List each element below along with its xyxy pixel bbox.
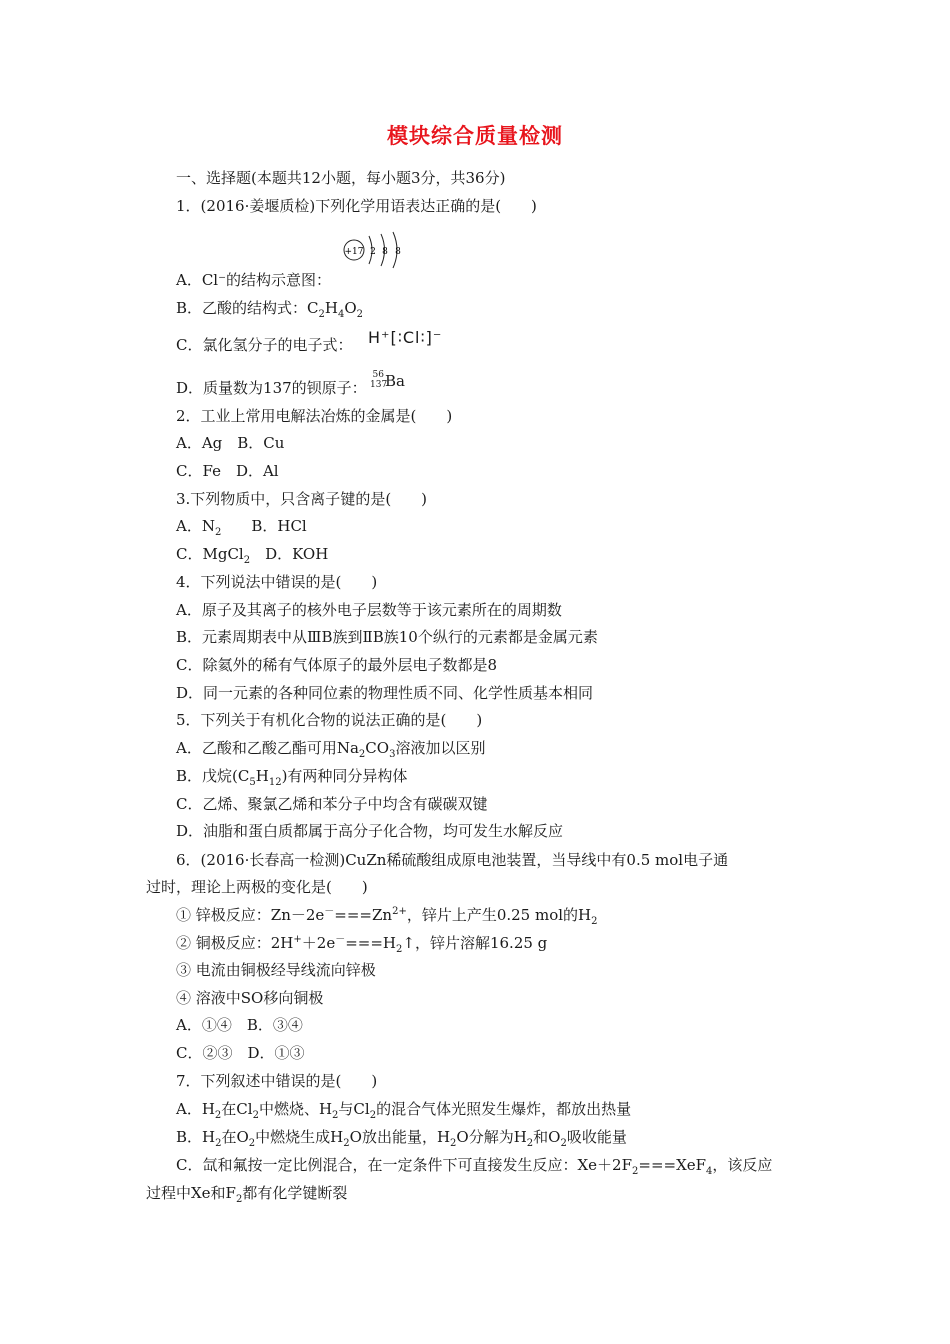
- q1-option-a: A．Cl⁻的结构示意图：: [176, 271, 332, 289]
- q6-options-cd: C．②③ D．①③: [176, 1044, 305, 1062]
- q2-options-ab: A．Ag B．Cu: [176, 434, 285, 452]
- q6-statement-2: ② 铜极反应：$2H^++2e^-===H_2↑$，锌片溶解16.25 g: [176, 934, 548, 955]
- q5-option-d: D．油脂和蛋白质都属于高分子化合物，均可发生水解反应: [176, 822, 564, 840]
- q3-stem: 3.下列物质中，只含离子键的是( ): [176, 490, 428, 508]
- q4-option-d: D．同一元素的各种同位素的物理性质不同、化学性质基本相同: [176, 684, 594, 702]
- chlorine-ion-structure-diagram: [342, 228, 412, 274]
- q3-options-cd: C．MgCl$_2$ D．KOH: [176, 545, 329, 566]
- q6-stem-line1: 6．(2016·长春高一检测)CuZn稀硫酸组成原电池装置，当导线中有0.5 mol电子通: [176, 851, 729, 869]
- q6-options-ab: A．①④ B．③④: [176, 1016, 303, 1034]
- atomic-number: 56: [372, 370, 384, 380]
- q6-statement-1: ① 锌极反应：$Zn-2e^-===Zn^{2+}$，锌片上产生0.25 mol的$H_2$: [176, 906, 598, 927]
- element-symbol: Ba: [385, 372, 405, 390]
- mass-number: 137: [370, 380, 388, 390]
- shell-2-count: 8: [382, 247, 388, 257]
- q2-stem: 2．工业上常用电解法冶炼的金属是( ): [176, 407, 453, 425]
- q7-option-c-line1: C．氙和氟按一定比例混合，在一定条件下可直接发生反应：$Xe+2F_2===XeF_4$，该反应: [176, 1156, 773, 1177]
- q2-options-cd: C．Fe D．Al: [176, 462, 279, 480]
- q4-option-b: B．元素周期表中从ⅢB族到ⅡB族10个纵行的元素都是金属元素: [176, 628, 598, 646]
- q5-option-b: B．戊烷$(C_5H_{12})$有两种同分异构体: [176, 767, 408, 788]
- q3-options-ab: A．$N_2$ B．HCl: [176, 517, 307, 538]
- q4-option-c: C．除氦外的稀有气体原子的最外层电子数都是8: [176, 656, 498, 674]
- q5-option-a: A．乙酸和乙酸乙酯可用$Na_2CO_3$溶液加以区别: [176, 739, 486, 760]
- q7-option-b: B．$H_2$在$O_2$中燃烧生成$H_2O$放出能量，$H_2O$分解为$H_2$和$O_2$吸收能量: [176, 1128, 627, 1149]
- q6-statement-3: ③ 电流由铜极经导线流向锌极: [176, 961, 376, 979]
- q7-stem: 7．下列叙述中错误的是( ): [176, 1072, 378, 1090]
- hcl-electron-formula: H⁺[∶Cl∶]⁻: [368, 328, 443, 347]
- q1-option-b: B．乙酸的结构式：$C_2H_4O_2$: [176, 299, 364, 320]
- q1-option-d: D．质量数为137的钡原子：: [176, 379, 367, 397]
- q1-stem: 1．(2016·姜堰质检)下列化学用语表达正确的是( ): [176, 197, 537, 215]
- q5-option-c: C．乙烯、聚氯乙烯和苯分子中均含有碳碳双键: [176, 795, 488, 813]
- section-heading: 一、选择题(本题共12小题，每小题3分，共36分): [176, 169, 506, 187]
- page-title: 模块综合质量检测: [387, 124, 563, 148]
- shell-1-count: 2: [370, 247, 376, 257]
- q5-stem: 5．下列关于有机化合物的说法正确的是( ): [176, 711, 483, 729]
- q6-statement-4: ④ 溶液中SO移向铜极: [176, 989, 324, 1007]
- q7-option-c-line2: 过程中Xe和$F_2$都有化学键断裂: [146, 1184, 348, 1205]
- q4-stem: 4．下列说法中错误的是( ): [176, 573, 378, 591]
- q4-option-a: A．原子及其离子的核外电子层数等于该元素所在的周期数: [176, 601, 562, 619]
- shell-3-count: 8: [395, 247, 401, 257]
- q7-option-a: A．$H_2$在$Cl_2$中燃烧、$H_2$与$Cl_2$的混合气体光照发生爆炸，都放出热量: [176, 1100, 632, 1121]
- q1-option-c: C．氯化氢分子的电子式：: [176, 336, 353, 354]
- nucleus-charge: +17: [344, 247, 364, 257]
- q6-stem-line2: 过时，理论上两极的变化是( ): [146, 878, 368, 896]
